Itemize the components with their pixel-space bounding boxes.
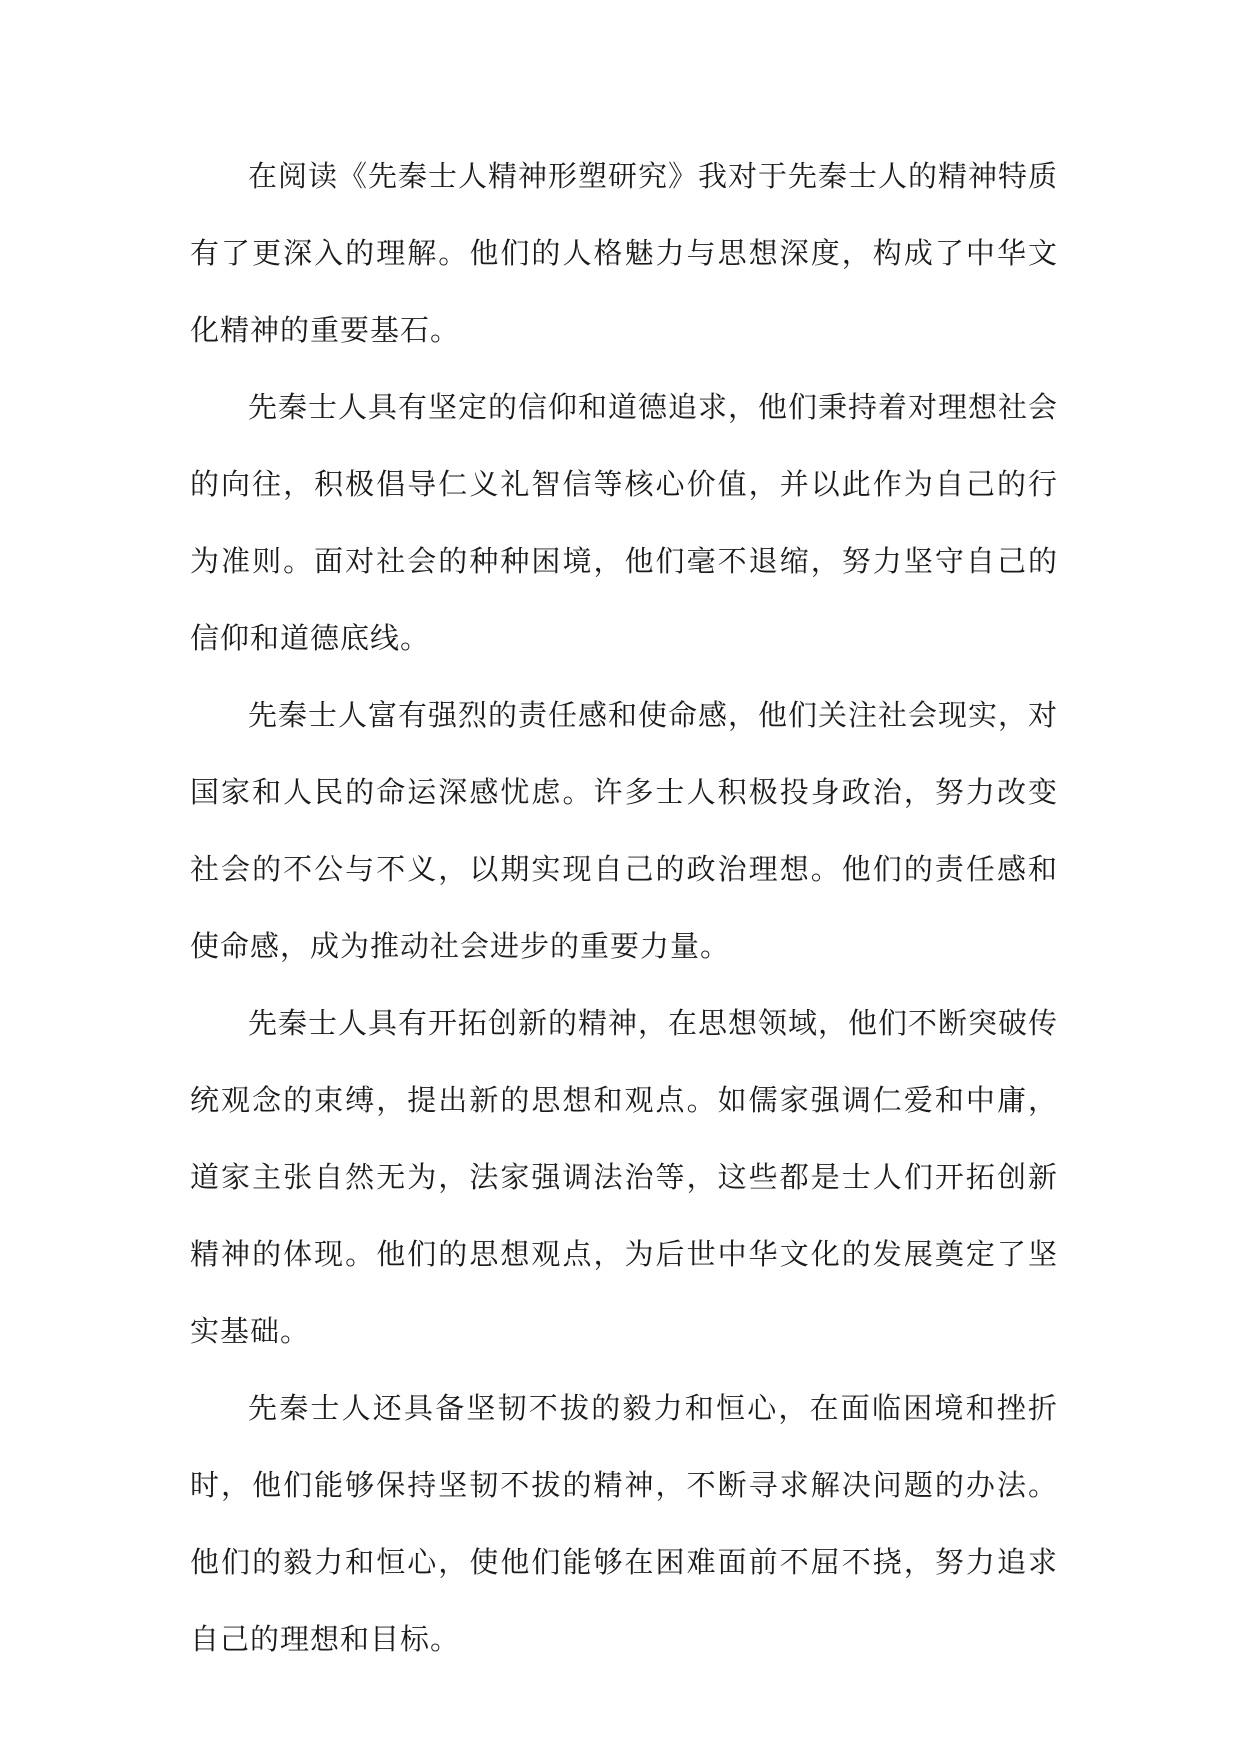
paragraph-2: 先秦士人具有坚定的信仰和道德追求，他们秉持着对理想社会的向往，积极倡导仁义礼智信等核心价值，并以此作为自己的行为准则。面对社会的种种困境，他们毫不退缩，努力坚守自己的信仰和道德底线。: [190, 390, 1059, 655]
paragraph-3: 先秦士人富有强烈的责任感和使命感，他们关注社会现实，对国家和人民的命运深感忧虑。许多士人积极投身政治，努力改变社会的不公与不义，以期实现自己的政治理想。他们的责任感和使命感，成为推动社会进步的重要力量。: [190, 698, 1059, 963]
document-body: [190, 138, 1058, 1678]
paragraph-4: 先秦士人具有开拓创新的精神，在思想领域，他们不断突破传统观念的束缚，提出新的思想和观点。如儒家强调仁爱和中庸，道家主张自然无为，法家强调法治等，这些都是士人们开拓创新精神的体现。他们的思想观点，为后世中华文化的发展奠定了坚实基础。: [190, 1006, 1059, 1348]
paragraph-5: 先秦士人还具备坚韧不拔的毅力和恒心，在面临困境和挫折时，他们能够保持坚韧不拔的精神，不断寻求解决问题的办法。他们的毅力和恒心，使他们能够在困难面前不屈不挠，努力追求自己的理想和目标。: [190, 1391, 1058, 1656]
paragraph-1: 在阅读《先秦士人精神形塑研究》我对于先秦士人的精神特质有了更深入的理解。他们的人格魅力与思想深度，构成了中华文化精神的重要基石。: [190, 159, 1059, 347]
